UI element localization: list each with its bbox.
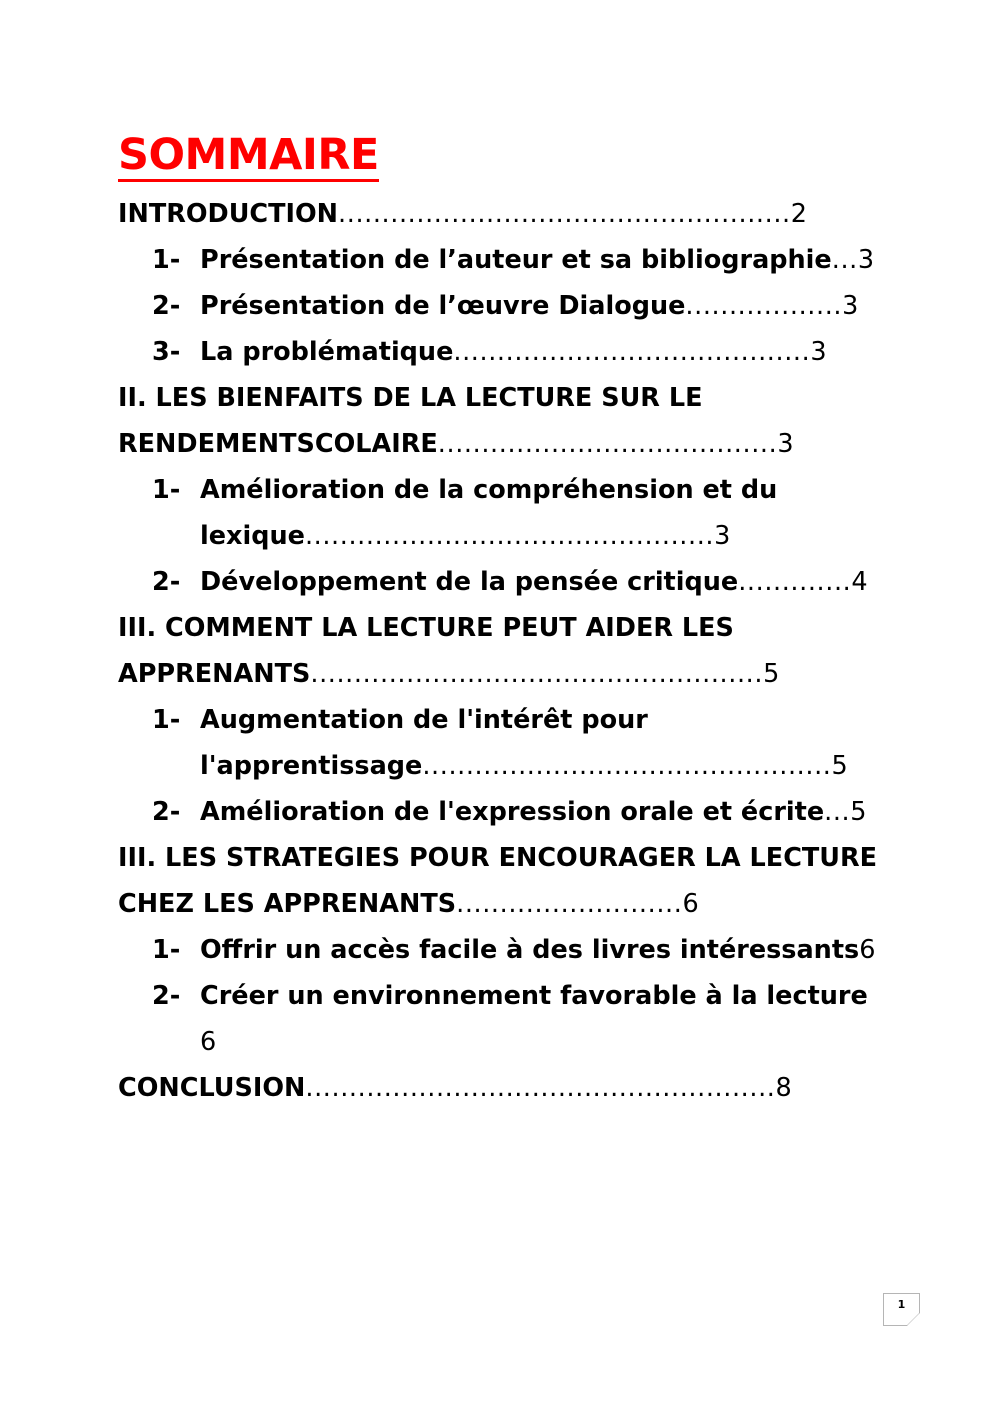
toc-entry-label: Créer un environnement favorable à la lecture bbox=[200, 981, 868, 1012]
toc-entry[interactable] bbox=[118, 1065, 880, 1111]
toc-content bbox=[118, 130, 880, 1111]
toc-entry-marker: 1- bbox=[152, 245, 181, 276]
toc-entry-page-number: 6 bbox=[682, 889, 699, 920]
toc-entry-page-number: 8 bbox=[775, 1073, 792, 1104]
toc-leader-dots: ......................................... bbox=[453, 337, 811, 368]
toc-entry-body bbox=[152, 467, 880, 559]
toc-entry[interactable] bbox=[118, 973, 880, 1065]
toc-entry[interactable] bbox=[118, 835, 880, 927]
toc-entry-marker: 1- bbox=[152, 475, 181, 506]
toc-entry-body bbox=[118, 191, 880, 237]
toc-entry-page-number: 3 bbox=[842, 291, 859, 322]
toc-entry-body bbox=[118, 605, 880, 697]
toc-entry-page-number: 5 bbox=[763, 659, 780, 690]
toc-entry[interactable] bbox=[118, 329, 880, 375]
toc-leader-dots: ............................................... bbox=[304, 521, 715, 552]
toc-entry-page-number: 5 bbox=[831, 751, 848, 782]
toc-leader-dots: ... bbox=[831, 245, 858, 276]
toc-leader-dots: .......................... bbox=[456, 889, 683, 920]
toc-entry-marker: 2- bbox=[152, 291, 181, 322]
toc-entry-body bbox=[152, 973, 880, 1065]
toc-entry-label: Amélioration de la compréhension et du lexique bbox=[200, 475, 778, 552]
toc-entry-page-number: 3 bbox=[810, 337, 827, 368]
toc-leader-dots: ....................................... bbox=[437, 429, 778, 460]
toc-entry-page-number: 5 bbox=[850, 797, 867, 828]
toc-entry-body bbox=[118, 835, 880, 927]
toc-leader-dots: .................. bbox=[685, 291, 843, 322]
toc-entry-page-number: 6 bbox=[200, 1027, 217, 1058]
toc-entry[interactable] bbox=[118, 605, 880, 697]
toc-leader-dots: .................................................... bbox=[338, 199, 791, 230]
toc-entry-label: Présentation de l’auteur et sa bibliographie bbox=[200, 245, 832, 276]
toc-entry-label: II. LES BIENFAITS DE LA LECTURE SUR LE RENDEMENTSCOLAIRE bbox=[118, 383, 703, 460]
page-title: SOMMAIRE bbox=[118, 133, 379, 182]
toc-leader-dots: .................................................... bbox=[310, 659, 764, 690]
toc-entry[interactable] bbox=[118, 283, 880, 329]
toc-entry[interactable] bbox=[118, 375, 880, 467]
toc-entry-marker: 2- bbox=[152, 981, 181, 1012]
toc-entry[interactable] bbox=[118, 467, 880, 559]
toc-entry-label: Offrir un accès facile à des livres intéressants bbox=[200, 935, 860, 966]
toc-entry[interactable] bbox=[118, 697, 880, 789]
toc-entry-label: Amélioration de l'expression orale et écrite bbox=[200, 797, 825, 828]
toc-leader-dots: ............................................... bbox=[422, 751, 832, 782]
toc-entry[interactable] bbox=[118, 927, 880, 973]
toc-entry-marker: 2- bbox=[152, 567, 181, 598]
toc-entry-marker: 2- bbox=[152, 797, 181, 828]
toc-entry-body bbox=[152, 559, 880, 605]
toc-entry-label: INTRODUCTION bbox=[118, 199, 339, 230]
toc-entry-page-number: 3 bbox=[714, 521, 731, 552]
toc-entry-label: III. COMMENT LA LECTURE PEUT AIDER LES APPRENANTS bbox=[118, 613, 734, 690]
toc-entry-body bbox=[152, 789, 880, 835]
toc-entry-body bbox=[118, 375, 880, 467]
toc-entry-page-number: 6 bbox=[859, 935, 876, 966]
toc-entry-page-number: 3 bbox=[857, 245, 875, 276]
toc-entry-label: CONCLUSION bbox=[118, 1073, 306, 1104]
toc-leader-dots: ............. bbox=[738, 567, 852, 598]
toc-entry-body bbox=[152, 927, 880, 973]
toc-entry-label: La problématique bbox=[200, 337, 454, 368]
page-number-value: 1 bbox=[897, 1298, 906, 1311]
toc-entry-body bbox=[118, 1065, 880, 1111]
toc-entry-body bbox=[152, 697, 880, 789]
toc-entry-body bbox=[152, 329, 880, 375]
toc-entry-label: Augmentation de l'intérêt pour l'apprentissage bbox=[200, 705, 648, 782]
toc-entry-label: III. LES STRATEGIES POUR ENCOURAGER LA LECTURE CHEZ LES APPRENANTS bbox=[118, 843, 878, 920]
toc-entry[interactable] bbox=[118, 789, 880, 835]
toc-entry-page-number: 2 bbox=[790, 199, 807, 230]
toc-leader-dots: ...................................................... bbox=[305, 1073, 776, 1104]
toc-entry-marker: 1- bbox=[152, 705, 181, 736]
toc-entry-page-number: 3 bbox=[777, 429, 794, 460]
toc-entry-marker: 1- bbox=[152, 935, 181, 966]
toc-entry-label: Développement de la pensée critique bbox=[200, 567, 739, 598]
toc-entry[interactable] bbox=[118, 237, 880, 283]
toc-entry-page-number: 4 bbox=[851, 567, 868, 598]
toc-entry-marker: 3- bbox=[152, 337, 181, 368]
toc-entry-body bbox=[152, 283, 880, 329]
toc-entry-label: Présentation de l’œuvre Dialogue bbox=[200, 291, 686, 322]
toc-list bbox=[118, 191, 880, 1111]
toc-entry-body bbox=[152, 237, 880, 283]
page-number-badge bbox=[883, 1293, 920, 1326]
toc-entry[interactable] bbox=[118, 191, 880, 237]
toc-leader-dots: ... bbox=[824, 797, 851, 828]
toc-entry[interactable] bbox=[118, 559, 880, 605]
